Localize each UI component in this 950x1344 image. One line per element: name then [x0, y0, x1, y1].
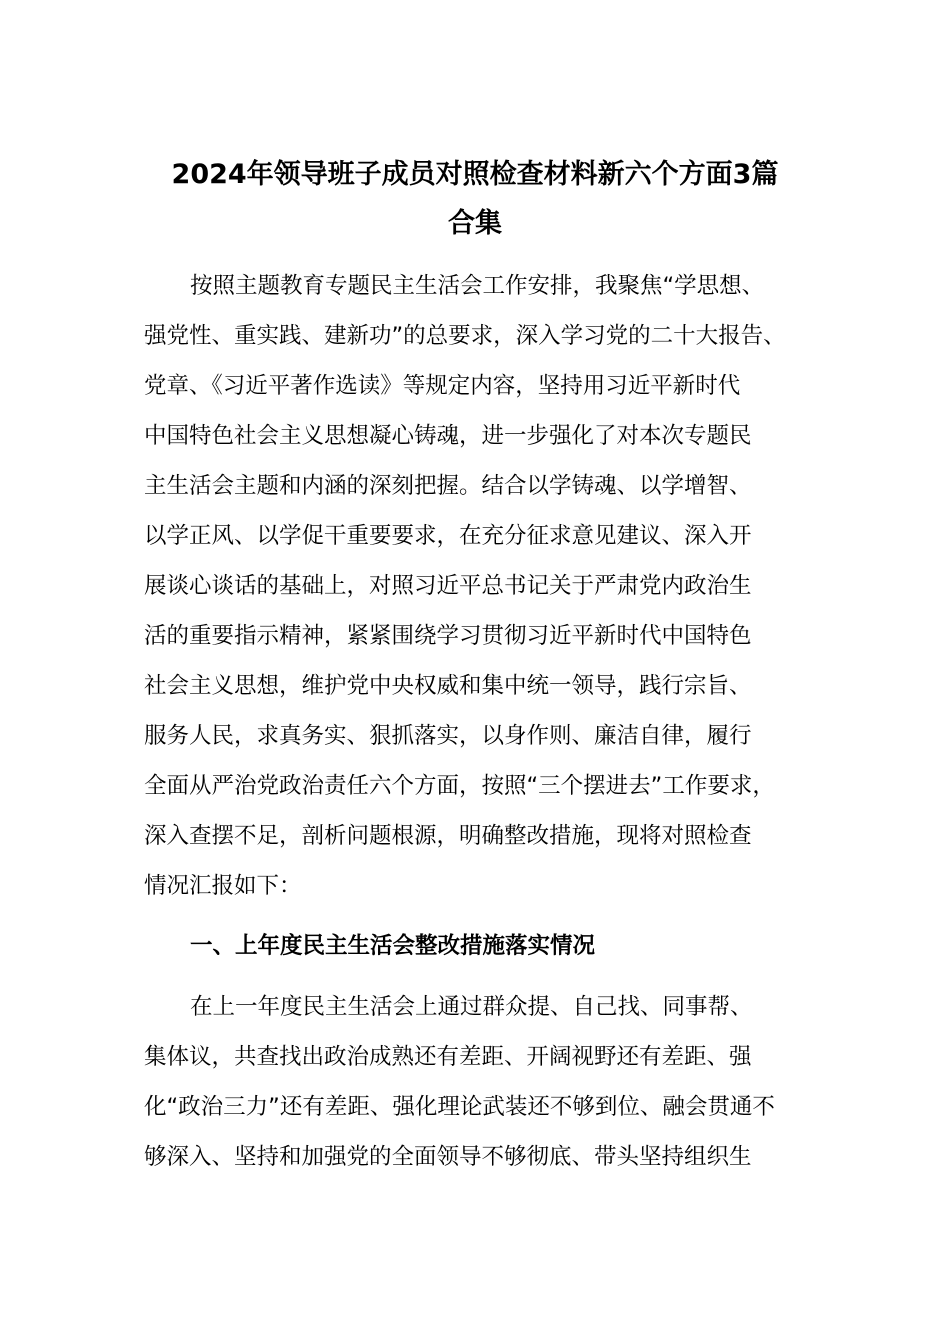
- paragraph-line: 集体议，共查找出政治成熟还有差距、开阔视野还有差距、强: [144, 1044, 752, 1070]
- paragraph-line: 够深入、坚持和加强党的全面领导不够彻底、带头坚持组织生: [144, 1144, 752, 1170]
- paragraph-line: 展谈心谈话的基础上，对照习近平总书记关于严肃党内政治生: [144, 573, 752, 599]
- paragraph-line: 社会主义思想，维护党中央权威和集中统一领导，践行宗旨、: [144, 673, 752, 699]
- paragraph-line: 党章、《习近平著作选读》等规定内容，坚持用习近平新时代: [144, 373, 741, 399]
- paragraph-line: 在上一年度民主生活会上通过群众提、自己找、同事帮、: [190, 994, 753, 1020]
- paragraph-line: 深入查摆不足，剖析问题根源，明确整改措施，现将对照检查: [144, 823, 752, 849]
- paragraph-line: 全面从严治党政治责任六个方面，按照“三个摆进去”工作要求，: [144, 773, 775, 799]
- paragraph-line: 按照主题教育专题民主生活会工作安排，我聚焦“学思想、: [190, 273, 765, 299]
- paragraph-line: 活的重要指示精神，紧紧围绕学习贯彻习近平新时代中国特色: [144, 623, 752, 649]
- paragraph-line: 化“政治三力”还有差距、强化理论武装还不够到位、融会贯通不: [144, 1094, 775, 1120]
- paragraph-line: 强党性、重实践、建新功”的总要求，深入学习党的二十大报告、: [144, 323, 786, 349]
- section-heading: 一、上年度民主生活会整改措施落实情况: [190, 933, 596, 959]
- paragraph-line: 以学正风、以学促干重要要求，在充分征求意见建议、深入开: [144, 523, 752, 549]
- document-title-line-2: 合集: [448, 208, 502, 239]
- paragraph-line: 服务人民，求真务实、狠抓落实，以身作则、廉洁自律，履行: [144, 723, 752, 749]
- document-title-line-1: 2024年领导班子成员对照检查材料新六个方面3篇: [171, 159, 779, 190]
- paragraph-line: 中国特色社会主义思想凝心铸魂，进一步强化了对本次专题民: [144, 423, 752, 449]
- paragraph-line: 主生活会主题和内涵的深刻把握。结合以学铸魂、以学增智、: [144, 473, 752, 499]
- paragraph-line: 情况汇报如下：: [144, 873, 302, 899]
